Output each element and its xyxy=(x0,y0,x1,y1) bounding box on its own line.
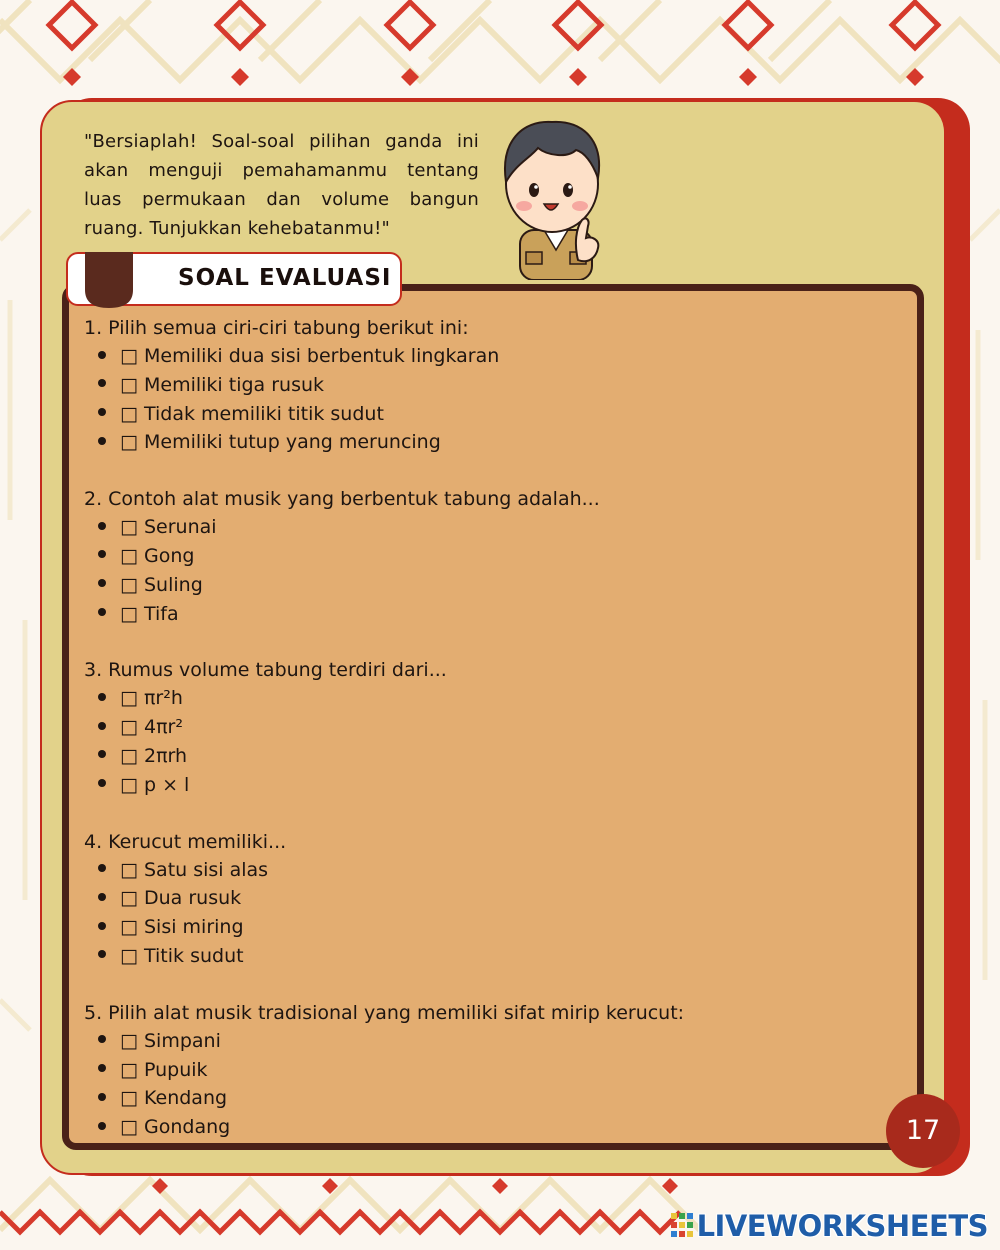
option-label: □ Memiliki tiga rusuk xyxy=(120,373,325,396)
option-checkbox[interactable] xyxy=(84,542,684,571)
option-label: □ 2πrh xyxy=(120,744,188,767)
option-label: □ p × l xyxy=(120,773,190,796)
bullet-icon xyxy=(98,722,106,730)
option-checkbox[interactable] xyxy=(84,684,684,713)
option-label: □ Serunai xyxy=(120,516,217,539)
option-label: □ 4πr² xyxy=(120,716,183,739)
question-1 xyxy=(84,314,684,457)
bullet-icon xyxy=(98,1122,106,1130)
bullet-icon xyxy=(98,922,106,930)
option-checkbox[interactable] xyxy=(84,1056,684,1085)
bullet-icon xyxy=(98,1035,106,1043)
option-label: □ Simpani xyxy=(120,1029,221,1052)
option-checkbox[interactable] xyxy=(84,600,684,629)
question-5 xyxy=(84,999,684,1142)
bullet-icon xyxy=(98,779,106,787)
question-2 xyxy=(84,485,684,628)
bullet-icon xyxy=(98,579,106,587)
option-checkbox[interactable] xyxy=(84,428,684,457)
option-checkbox[interactable] xyxy=(84,1084,684,1113)
bullet-icon xyxy=(98,351,106,359)
intro-text: "Bersiaplah! Soal-soal pilihan ganda ini akan menguji pemahamanmu tentang luas permukaan dan volume bangun ruang. Tunjukkan kehebatanmu!" xyxy=(84,131,479,239)
question-list xyxy=(84,314,684,1142)
bullet-icon xyxy=(98,1093,106,1101)
bullet-icon xyxy=(98,608,106,616)
option-checkbox[interactable] xyxy=(84,1027,684,1056)
liveworksheets-brand[interactable] xyxy=(671,1206,988,1246)
question-text: 4. Kerucut memiliki... xyxy=(84,830,287,853)
bullet-icon xyxy=(98,864,106,872)
option-label: □ Tifa xyxy=(120,602,179,625)
question-text: 2. Contoh alat musik yang berbentuk tabung adalah... xyxy=(84,488,600,511)
option-checkbox[interactable] xyxy=(84,884,684,913)
question-text: 5. Pilih alat musik tradisional yang memiliki sifat mirip kerucut: xyxy=(84,1001,685,1024)
option-label: □ Kendang xyxy=(120,1087,228,1110)
question-4 xyxy=(84,828,684,971)
option-label: □ Pupuik xyxy=(120,1058,208,1081)
bullet-icon xyxy=(98,950,106,958)
bullet-icon xyxy=(98,379,106,387)
question-3 xyxy=(84,656,684,799)
option-checkbox[interactable] xyxy=(84,342,684,371)
section-title: SOAL EVALUASI xyxy=(178,265,392,291)
option-checkbox[interactable] xyxy=(84,942,684,971)
option-label: □ Satu sisi alas xyxy=(120,858,269,881)
option-label: □ Dua rusuk xyxy=(120,887,242,910)
liveworksheets-logo-icon xyxy=(671,1211,693,1241)
option-checkbox[interactable] xyxy=(84,913,684,942)
bullet-icon xyxy=(98,437,106,445)
bullet-icon xyxy=(98,1064,106,1072)
bullet-icon xyxy=(98,893,106,901)
bullet-icon xyxy=(98,408,106,416)
option-label: □ Tidak memiliki titik sudut xyxy=(120,402,384,425)
option-checkbox[interactable] xyxy=(84,371,684,400)
option-checkbox[interactable] xyxy=(84,713,684,742)
option-label: □ Suling xyxy=(120,573,203,596)
brand-text: LIVEWORKSHEETS xyxy=(696,1209,988,1243)
option-label: □ Gong xyxy=(120,544,195,567)
option-checkbox[interactable] xyxy=(84,513,684,542)
option-checkbox[interactable] xyxy=(84,571,684,600)
question-text: 3. Rumus volume tabung terdiri dari... xyxy=(84,659,447,682)
option-label: □ Titik sudut xyxy=(120,944,244,967)
bullet-icon xyxy=(98,550,106,558)
option-checkbox[interactable] xyxy=(84,856,684,885)
section-header-tab xyxy=(66,252,402,306)
question-text: 1. Pilih semua ciri-ciri tabung berikut ini: xyxy=(84,317,469,339)
bullet-icon xyxy=(98,750,106,758)
boy-mascot-illustration xyxy=(492,112,617,280)
option-label: □ Sisi miring xyxy=(120,916,244,939)
option-checkbox[interactable] xyxy=(84,742,684,771)
bullet-icon xyxy=(98,522,106,530)
option-checkbox[interactable] xyxy=(84,400,684,429)
option-checkbox[interactable] xyxy=(84,1113,684,1142)
page-number-badge: 17 xyxy=(886,1094,960,1168)
shield-icon xyxy=(85,252,133,308)
bullet-icon xyxy=(98,693,106,701)
option-label: □ Memiliki dua sisi berbentuk lingkaran xyxy=(120,345,500,367)
option-label: □ Memiliki tutup yang meruncing xyxy=(120,431,441,454)
option-label: □ Gondang xyxy=(120,1116,231,1139)
option-label: □ πr²h xyxy=(120,687,183,710)
option-checkbox[interactable] xyxy=(84,771,684,800)
